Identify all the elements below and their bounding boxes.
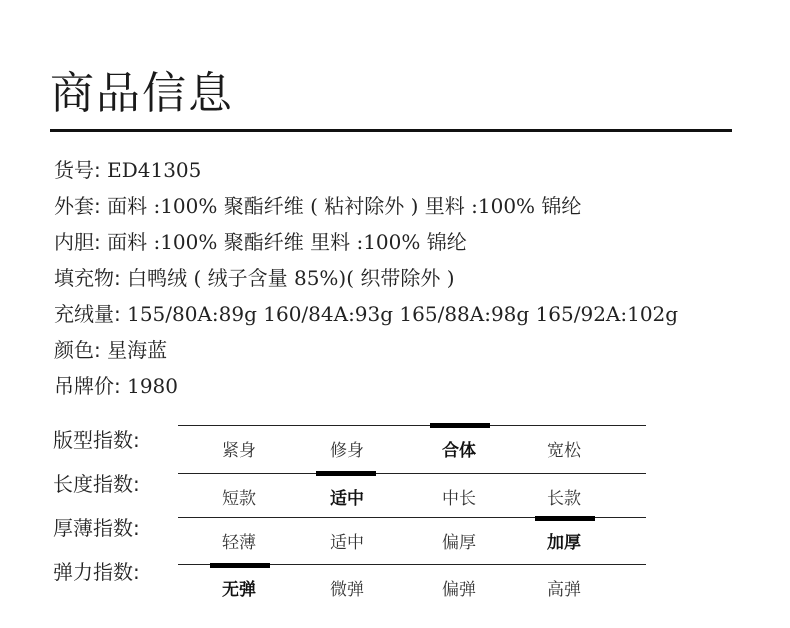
info-value: 面料 :100% 聚酯纤维 ( 粘衬除外 ) 里料 :100% 锦纶 [107, 194, 582, 218]
fit-option: 紧身 [222, 441, 256, 461]
fit-index-marker [430, 423, 490, 428]
info-label: 填充物: [54, 266, 121, 290]
fit-option-selected: 合体 [442, 441, 476, 461]
fit-index-label: 版型指数: [53, 428, 140, 452]
elasticity-index-marker [210, 563, 270, 568]
thickness-option-selected: 加厚 [547, 533, 581, 553]
thickness-index-label: 厚薄指数: [53, 516, 140, 540]
elasticity-option: 高弹 [547, 580, 581, 600]
info-label: 吊牌价: [54, 374, 121, 398]
info-label: 货号: [54, 158, 101, 182]
elasticity-option-selected: 无弹 [222, 580, 256, 600]
info-row-price [54, 368, 774, 404]
length-index-marker [316, 471, 376, 476]
info-label: 外套: [54, 194, 101, 218]
thickness-index-marker [535, 516, 595, 521]
length-option: 长款 [547, 489, 581, 509]
fit-option: 修身 [330, 441, 364, 461]
info-value: 白鸭绒 ( 绒子含量 85%)( 织带除外 ) [127, 266, 455, 290]
fit-index-rule [178, 425, 646, 426]
length-option: 中长 [442, 489, 476, 509]
info-row-outer [54, 188, 774, 224]
length-index-rule [178, 473, 646, 474]
length-option: 短款 [222, 489, 256, 509]
length-option-selected: 适中 [330, 489, 364, 509]
product-info-list [54, 152, 774, 404]
info-value: 1980 [127, 374, 179, 398]
info-row-filling [54, 260, 774, 296]
info-value: 面料 :100% 聚酯纤维 里料 :100% 锦纶 [107, 230, 467, 254]
thickness-option: 轻薄 [222, 533, 256, 553]
info-value: ED41305 [107, 158, 202, 182]
info-label: 内胆: [54, 230, 101, 254]
info-row-liner [54, 224, 774, 260]
info-value: 星海蓝 [107, 338, 168, 362]
fit-option: 宽松 [547, 441, 581, 461]
info-label: 颜色: [54, 338, 101, 362]
thickness-option: 偏厚 [442, 533, 476, 553]
info-row-color [54, 332, 774, 368]
info-row-sku [54, 152, 774, 188]
length-index-label: 长度指数: [53, 472, 140, 496]
elasticity-option: 微弹 [330, 580, 364, 600]
info-label: 充绒量: [54, 302, 121, 326]
info-row-fill-weight [54, 296, 774, 332]
title-divider [50, 129, 732, 132]
info-value: 155/80A:89g 160/84A:93g 165/88A:98g 165/92A:102g [127, 302, 679, 326]
thickness-option: 适中 [330, 533, 364, 553]
page-title: 商品信息 [50, 68, 234, 119]
elasticity-option: 偏弹 [442, 580, 476, 600]
elasticity-index-label: 弹力指数: [53, 560, 140, 584]
